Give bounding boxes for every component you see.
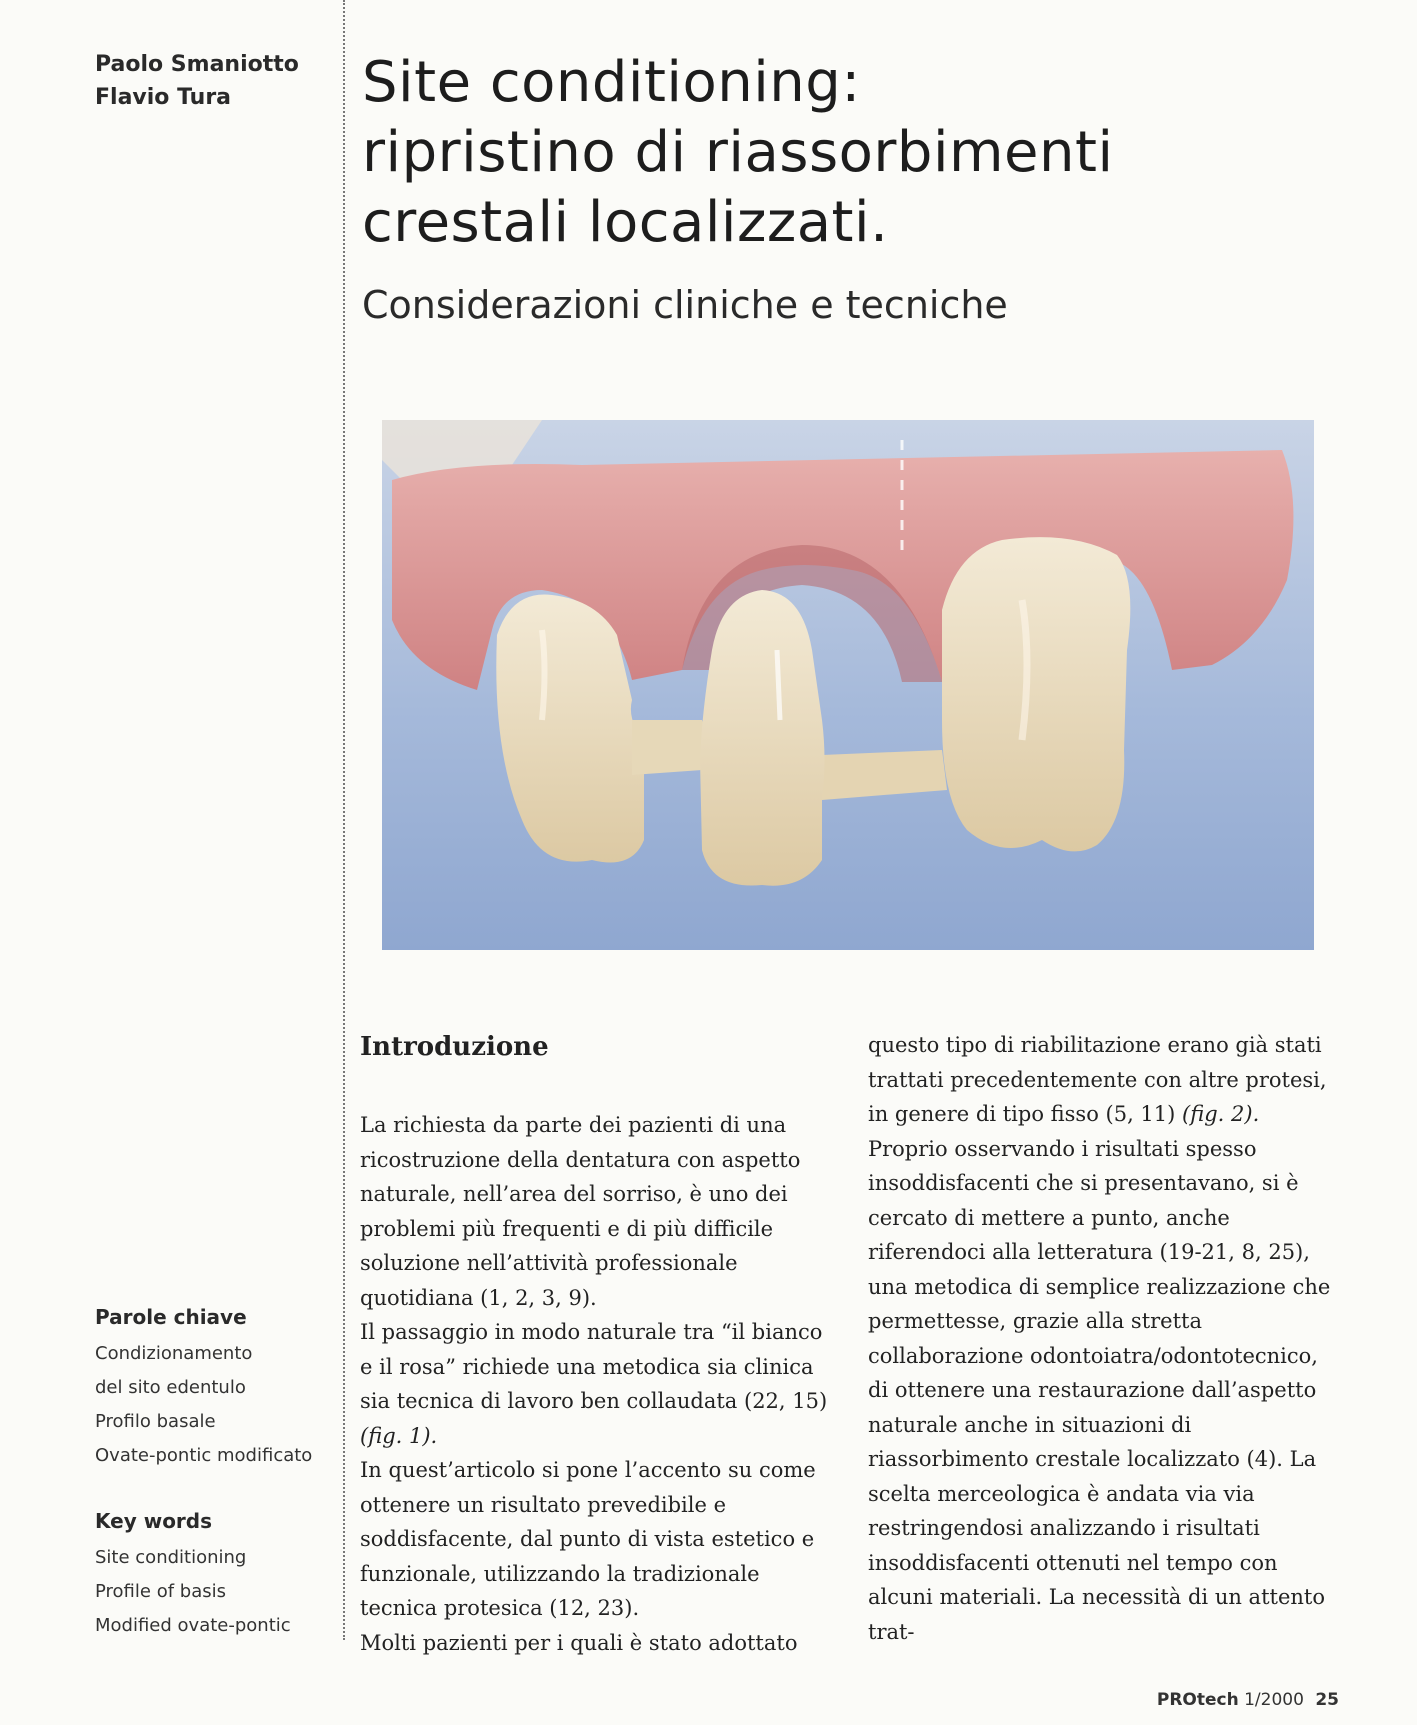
body-column-2 [868,1028,1336,1649]
title-line: Site conditioning: [362,50,861,115]
body-paragraph: Molti pazienti per i quali è stato adottato [360,1630,798,1655]
body-column-1 [360,1030,828,1660]
keyword-item: del sito edentulo [95,1377,246,1398]
figure-reference: (fig. 2). [1182,1102,1260,1126]
center-pontic [700,590,825,886]
keywords-english [95,1509,335,1643]
bridge-connector [632,720,707,775]
section-heading: Introduzione [360,1032,549,1062]
article-subtitle: Considerazioni cliniche e tecniche [362,283,1008,327]
enamel-highlight [542,630,545,720]
dental-bridge-photo [382,420,1314,950]
title-line: ripristino di riassorbimenti [362,120,1114,185]
page-footer [1157,1690,1339,1710]
column-divider [343,0,345,1640]
keyword-item: Ovate-pontic modificato [95,1445,313,1466]
keywords-heading: Parole chiave [95,1305,247,1329]
body-paragraph [868,1028,1336,1132]
paragraph-text: Il passaggio in modo naturale tra “il bianco e il rosa” richiede una metodica sia clinica sia tecnica di lavoro ben collaudata (22, 15) [360,1320,828,1413]
keywords-heading: Key words [95,1509,213,1533]
enamel-highlight [777,650,780,720]
keyword-item: Profilo basale [95,1411,216,1432]
keyword-item: Site conditioning [95,1547,247,1568]
keyword-item: Modified ovate-pontic [95,1615,291,1636]
article-title [362,48,1382,258]
body-paragraph: La richiesta da parte dei pazienti di una ricostruzione della dentatura con aspetto naturale, nell’area del sorriso, è uno dei problemi più frequenti e di più difficile soluzione nell’attività professionale quotidiana (1, 2, 3, 9). [360,1113,801,1310]
keyword-item: Condizionamento [95,1343,253,1364]
paragraph-text: questo tipo di riabilitazione erano già stati trattati precedentemente con altre protesi, in genere di tipo fisso (5, 11) [868,1033,1327,1126]
right-crown [942,537,1130,851]
author-name: Paolo Smaniotto [95,52,299,77]
author-name: Flavio Tura [95,85,232,110]
keywords-italian [95,1305,335,1473]
authors-block [95,48,325,114]
page-number: 25 [1315,1690,1339,1710]
body-paragraph [360,1315,828,1453]
journal-name: PROtech [1156,1690,1239,1710]
keyword-item: Profile of basis [95,1581,226,1602]
title-line: crestali localizzati. [362,190,889,255]
body-paragraph: In quest’articolo si pone l’accento su come ottenere un risultato prevedibile e soddisfacente, dal punto di vista estetico e funzionale, utilizzando la tradizionale tecnica protesica (12, 23). [360,1458,816,1620]
body-paragraph: Proprio osservando i risultati spesso insoddisfacenti che si presentavano, si è cercato di mettere a punto, anche riferendoci alla letteratura (19-21, 8, 25), una metodica di semplice realizzazione che permettesse, grazie alla stretta collaborazione odontoiatra/odontotecnico, di ottenere una restaurazione dall’aspetto naturale anche in situazioni di riassorbimento crestale localizzato (4). La scelta merceologica è andata via via restringendosi analizzando i risultati insoddisfacenti ottenuti nel tempo con alcuni materiali. La necessità di un attento trat- [868,1136,1331,1644]
figure-reference: (fig. 1). [360,1423,438,1448]
journal-issue: 1/2000 [1244,1690,1304,1710]
